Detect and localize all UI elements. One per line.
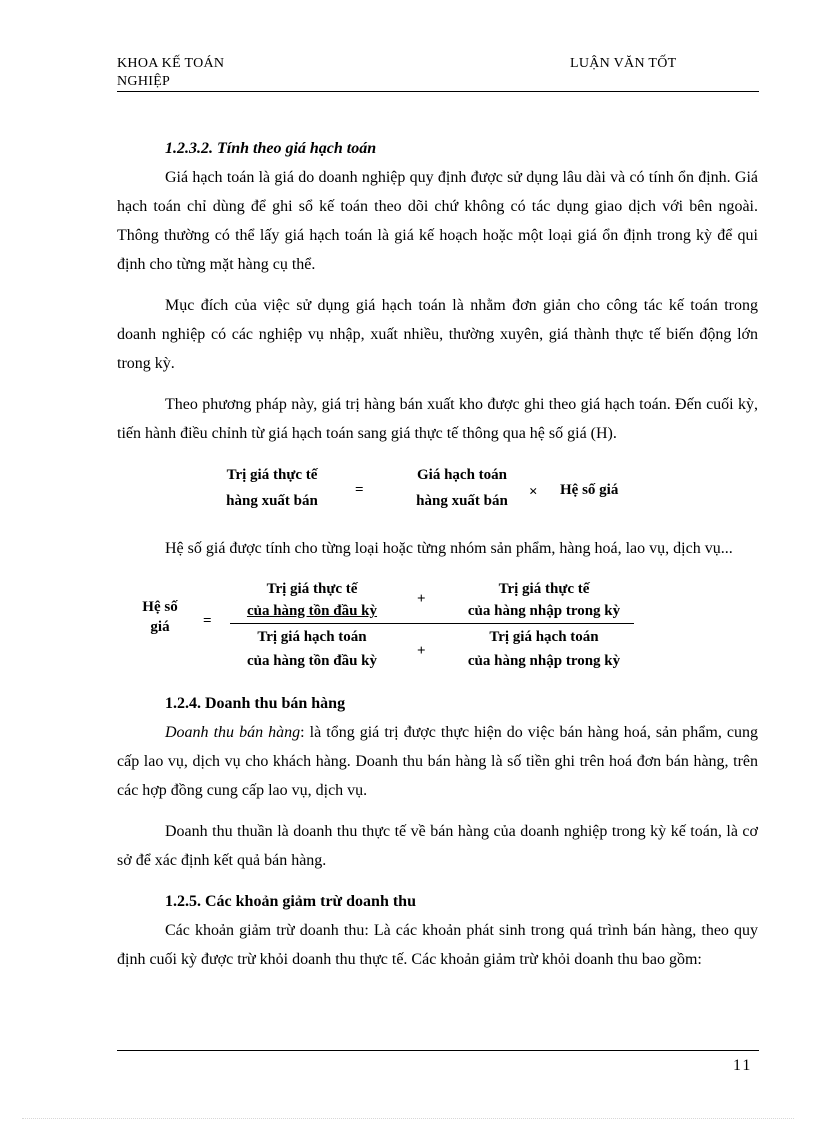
denominator-a-line2: của hàng tồn đầu kỳ: [246, 653, 378, 669]
section-title-1-2-5: 1.2.5. Các khoản giảm trừ doanh thu: [165, 893, 416, 910]
formula-middle-line1: Giá hạch toán: [416, 467, 507, 483]
paragraph: Mục đích của việc sử dụng giá hạch toán là nhằm đơn giản cho công tác kế toán trong doanh nghiệp có các nghiệp vụ nhập, xuất nhiều, thường xuyên, giá thành thực tế biến động lớn trong kỳ.: [117, 297, 758, 372]
formula-lhs: [207, 462, 337, 514]
formula-middle-line2: hàng xuất bán: [416, 493, 508, 509]
paragraph-text: : là tổng giá trị được thực hiện do việc bán hàng hoá, sản phẩm, cung cấp lao vụ, dịch vụ cho khách hàng. Doanh thu bán hàng là số tiền ghi trên hoá đơn bán hàng, trên các hợp đồng cung cấp lao vụ, dịch vụ.: [117, 724, 759, 799]
paragraph: Doanh thu thuần là doanh thu thực tế về bán hàng của doanh nghiệp trong kỳ kế toán, là cơ sở để xác định kết quả bán hàng.: [117, 823, 758, 869]
equals-sign: =: [203, 613, 212, 629]
numerator-b-line1: Trị giá thực tế: [498, 581, 590, 597]
defined-term: Doanh thu bán hàng: [165, 724, 301, 741]
header-title: LUẬN VĂN TỐT: [570, 56, 677, 71]
plus-sign: +: [417, 591, 426, 607]
paragraph: Theo phương pháp này, giá trị hàng bán xuất kho được ghi theo giá hạch toán. Đến cuối kỳ, tiến hành điều chỉnh từ giá hạch toán sang giá thực tế thông qua hệ số giá (H).: [117, 396, 758, 442]
footer-rule: [117, 1050, 759, 1051]
denominator-b-line1: Trị giá hạch toán: [489, 629, 599, 645]
multiply-sign: ×: [529, 484, 538, 500]
header-department: [117, 55, 224, 91]
header-department-line1: KHOA KẾ TOÁN: [117, 56, 225, 71]
formula-lhs-line2: hàng xuất bán: [226, 493, 318, 509]
paragraph: Hệ số giá được tính cho từng loại hoặc từng nhóm sản phẩm, hàng hoá, lao vụ, dịch vụ...: [165, 540, 733, 557]
paragraph: [117, 718, 758, 805]
page-edge-divider: [22, 1118, 794, 1119]
paragraph: Các khoản giảm trừ doanh thu: Là các khoản phát sinh trong quá trình bán hàng, theo quy định cuối kỳ được trừ khỏi doanh thu thực tế. Các khoản giảm trừ khỏi doanh thu bao gồm:: [117, 922, 758, 968]
section-title-1-2-4: 1.2.4. Doanh thu bán hàng: [165, 695, 346, 712]
formula-lhs-line2: giá: [150, 619, 170, 635]
page-number: 11: [733, 1057, 753, 1074]
fraction-bar: [230, 623, 634, 624]
section-title-1-2-3-2: 1.2.3.2. Tính theo giá hạch toán: [165, 140, 377, 157]
formula-cost-of-goods-sold: [117, 462, 758, 522]
header-department-line2: NGHIỆP: [117, 74, 171, 89]
plus-sign: +: [417, 643, 426, 659]
formula-lhs-line1: Hệ số: [142, 599, 178, 615]
formula-middle: [397, 462, 527, 514]
numerator-a-line1: Trị giá thực tế: [266, 581, 358, 597]
paragraph: Giá hạch toán là giá do doanh nghiệp quy định được sử dụng lâu dài và có tính ổn định. Giá hạch toán chỉ dùng để ghi sổ kế toán theo dõi chứ không có tác dụng giao dịch với bên ngoài. Thông thường có thể lấy giá hạch toán là giá kế hoạch hoặc một loại giá ổn định trong kỳ để qui định cho từng mặt hàng cụ thể.: [117, 169, 758, 273]
formula-price-coefficient: [117, 575, 758, 673]
page-content: [117, 134, 758, 986]
formula-lhs: [137, 597, 183, 637]
equals-sign: =: [355, 482, 364, 498]
denominator-a-line1: Trị giá hạch toán: [257, 629, 367, 645]
header-rule: [117, 91, 759, 92]
numerator-b-line2: của hàng nhập trong kỳ: [467, 603, 621, 619]
formula-rhs: Hệ số giá: [560, 482, 619, 498]
denominator-b-line2: của hàng nhập trong kỳ: [467, 653, 621, 669]
formula-lhs-line1: Trị giá thực tế: [226, 467, 318, 483]
numerator-a-line2: của hàng tồn đầu kỳ: [246, 603, 378, 619]
